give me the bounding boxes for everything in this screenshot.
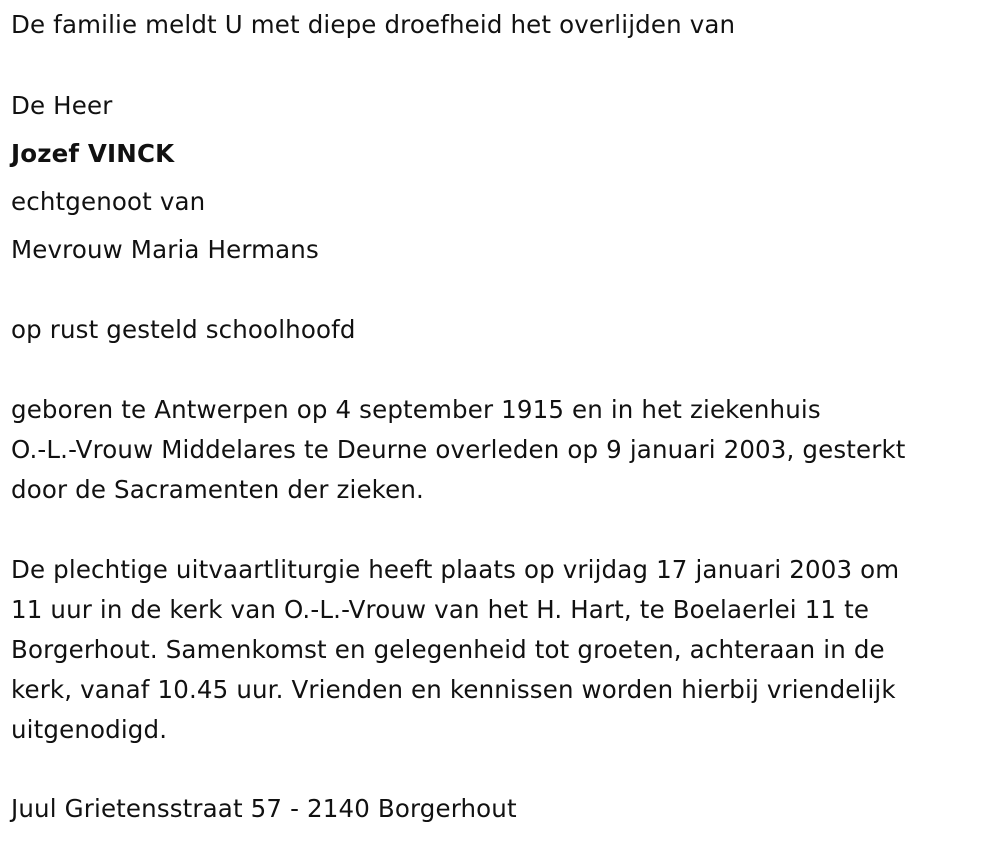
birth-death-line: geboren te Antwerpen op 4 september 1915 en in het ziekenhuis bbox=[11, 395, 821, 424]
address-text: Juul Grietensstraat 57 - 2140 Borgerhout bbox=[11, 794, 517, 823]
funeral-line: 11 uur in de kerk van O.-L.-Vrouw van het H. Hart, te Boelaerlei 11 te bbox=[11, 595, 870, 624]
funeral-line: De plechtige uitvaartliturgie heeft plaats op vrijdag 17 januari 2003 om bbox=[11, 555, 900, 584]
funeral-paragraph bbox=[11, 550, 899, 750]
intro-text: De familie meldt U met diepe droefheid het overlijden van bbox=[11, 10, 736, 39]
funeral-line: Borgerhout. Samenkomst en gelegenheid tot groeten, achteraan in de bbox=[11, 635, 885, 664]
relation-text: echtgenoot van bbox=[11, 187, 206, 216]
deceased-name: Jozef VINCK bbox=[11, 139, 175, 168]
title-text: De Heer bbox=[11, 91, 113, 120]
occupation-text: op rust gesteld schoolhoofd bbox=[11, 315, 356, 344]
birth-death-line: O.-L.-Vrouw Middelares te Deurne overleden op 9 januari 2003, gesterkt bbox=[11, 435, 906, 464]
birth-death-paragraph bbox=[11, 390, 906, 510]
spouse-name: Mevrouw Maria Hermans bbox=[11, 235, 319, 264]
funeral-line: uitgenodigd. bbox=[11, 715, 168, 744]
funeral-line: kerk, vanaf 10.45 uur. Vrienden en kennissen worden hierbij vriendelijk bbox=[11, 675, 896, 704]
birth-death-line: door de Sacramenten der zieken. bbox=[11, 475, 424, 504]
